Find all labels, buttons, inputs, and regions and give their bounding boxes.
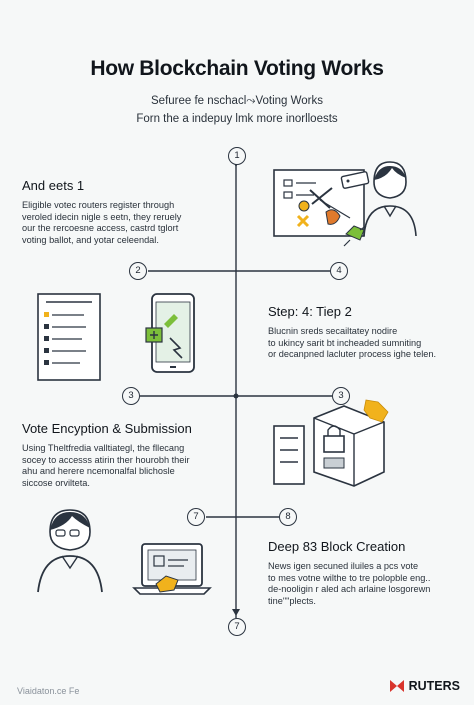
step-node-7-bottom: 7 bbox=[228, 618, 246, 636]
person-avatar-icon bbox=[364, 162, 416, 236]
document-stack-icon bbox=[274, 426, 304, 484]
step-node-3-right: 3 bbox=[332, 387, 350, 405]
brand-mark-icon bbox=[389, 679, 405, 693]
spine-arrow-bottom bbox=[232, 609, 240, 616]
step-1-description: Eligible votec routers register through veroled idecin nigle s eetn, they reruely our the rercoesne access, castrd tglort voting ballot, and yotar celeendal. bbox=[22, 200, 182, 245]
registration-illustration bbox=[270, 160, 470, 260]
smartphone-icon bbox=[146, 294, 194, 372]
page-tagline: Forn the a indepuy lmk more inorlloests bbox=[136, 113, 338, 125]
ballot-list-icon bbox=[38, 294, 100, 380]
page-subtitle: Sefuree fe nschacl⤳Voting Works bbox=[151, 95, 323, 107]
step-node-8: 8 bbox=[279, 508, 297, 526]
step-3-description: Using Theltfredia valltiategl, the fllecang socey to accesss atirin ther hourobh their ahu and herere ncemonalfal blichosle siccose orvilteta. bbox=[22, 443, 190, 488]
brand-name: RUTERS bbox=[408, 679, 460, 693]
footer-source-text: Viaidaton.ce Fe bbox=[17, 686, 80, 696]
ballot-illustration bbox=[36, 288, 206, 388]
step-2-heading: Step: 4: Tiep 2 bbox=[268, 304, 352, 319]
step-node-3-left: 3 bbox=[122, 387, 140, 405]
step-4-description: News igen secuned iluiles a pcs vote to mes votne wilthe to tre polopble eng.. de-nooligin r aled ach arlaine losgorewn tine""plects. bbox=[268, 561, 431, 606]
step-node-4: 4 bbox=[330, 262, 348, 280]
step-2-description: Blucnin sreds secailtatey nodire to ukincy sarit bt incheaded sumniting or decanpned lacluter process ighe telen. bbox=[268, 326, 437, 359]
ballot-box-lock-icon bbox=[314, 400, 388, 486]
encryption-illustration bbox=[270, 396, 430, 496]
step-3-heading: Vote Encyption & Submission bbox=[22, 421, 192, 436]
page-title: How Blockchain Voting Works bbox=[90, 57, 384, 80]
step-4-heading: Deep 83 Block Creation bbox=[268, 539, 406, 554]
person-glasses-icon bbox=[38, 510, 102, 592]
step-node-7: 7 bbox=[187, 508, 205, 526]
step-node-2: 2 bbox=[129, 262, 147, 280]
laptop-icon bbox=[134, 544, 210, 594]
junction-dot bbox=[234, 394, 239, 399]
step-1-heading: And eets 1 bbox=[22, 178, 85, 193]
step-node-1: 1 bbox=[228, 147, 246, 165]
block-creation-illustration bbox=[36, 508, 226, 618]
brand-logo bbox=[389, 679, 460, 693]
